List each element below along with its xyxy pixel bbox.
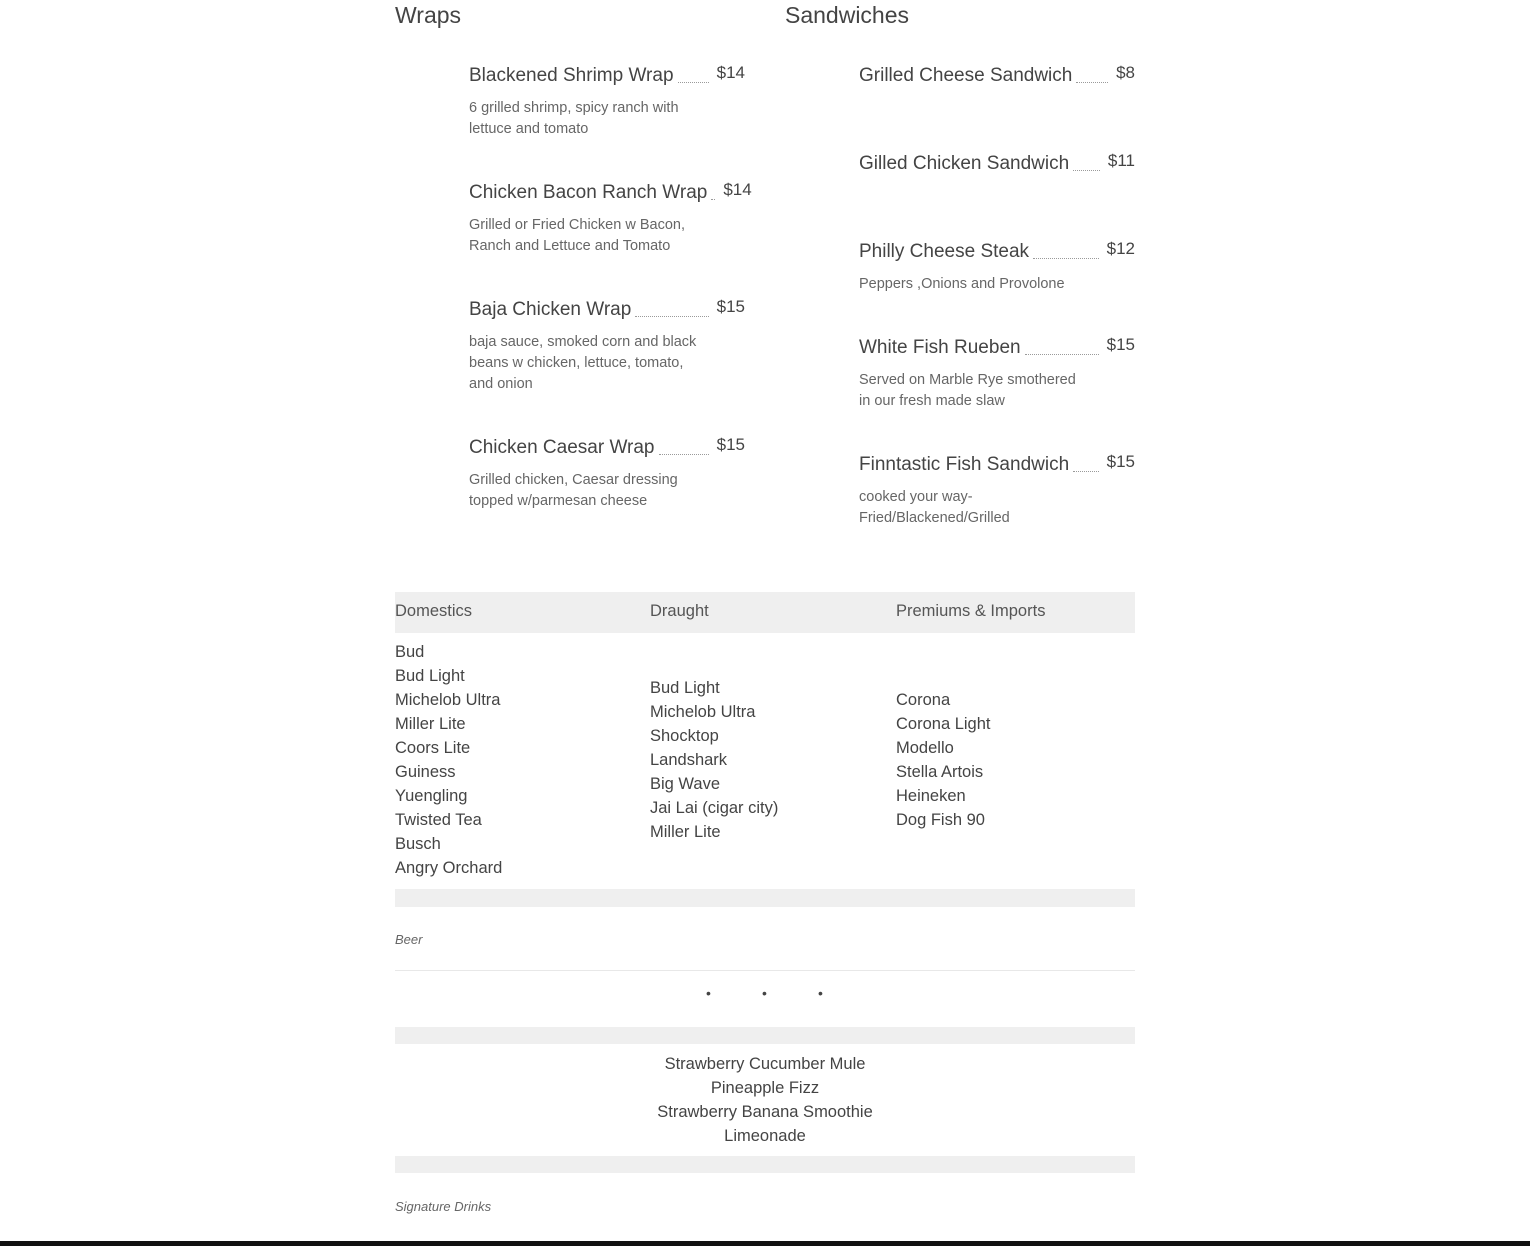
leader-dots	[659, 434, 709, 455]
list-item: Strawberry Cucumber Mule	[664, 1055, 866, 1073]
divider	[395, 970, 1135, 971]
item-name: Baja Chicken Wrap	[469, 299, 632, 320]
list-item: Bud Light	[395, 667, 465, 685]
item-description: baja sauce, smoked corn and black beans w chicken, lettuce, tomato, and onion	[469, 334, 697, 392]
list-item: Michelob Ultra	[650, 703, 756, 721]
signature-caption: Signature Drinks	[395, 1199, 492, 1214]
menu-item	[859, 238, 1135, 295]
item-name: Gilled Chicken Sandwich	[859, 153, 1070, 174]
draught-list	[650, 676, 778, 844]
beer-table-header	[395, 592, 1135, 633]
list-item: Yuengling	[395, 787, 468, 805]
leader-dots	[711, 179, 715, 200]
leader-dots	[1033, 238, 1099, 259]
list-item: Pineapple Fizz	[710, 1079, 820, 1097]
item-name: Chicken Bacon Ranch Wrap	[469, 182, 708, 203]
item-name: Blackened Shrimp Wrap	[469, 65, 674, 86]
signature-drinks-list	[395, 1052, 1135, 1148]
list-item: Guiness	[395, 763, 456, 781]
list-item: Coors Lite	[395, 739, 471, 757]
item-name: White Fish Rueben	[859, 337, 1021, 358]
sandwiches-title: Sandwiches	[785, 2, 910, 28]
item-description: Served on Marble Rye smothered in our fresh made slaw	[859, 372, 1076, 409]
separator-dot: •	[706, 985, 711, 1001]
menu-item	[469, 296, 745, 395]
draught-header: Draught	[650, 602, 709, 620]
list-item: Strawberry Banana Smoothie	[657, 1103, 873, 1121]
list-item: Dog Fish 90	[896, 811, 985, 829]
table-footer-bar	[395, 889, 1135, 907]
item-price: $15	[716, 297, 745, 316]
item-price: $8	[1116, 63, 1135, 82]
item-name: Philly Cheese Steak	[859, 241, 1030, 262]
list-item: Bud Light	[650, 679, 720, 697]
item-price: $15	[1106, 452, 1135, 471]
list-item: Corona Light	[896, 715, 991, 733]
separator-dot: •	[818, 985, 823, 1001]
signature-header-bar	[395, 1027, 1135, 1044]
domestics-list	[395, 640, 502, 880]
menu-item	[469, 179, 752, 257]
list-item: Limeonade	[724, 1127, 806, 1145]
item-name: Chicken Caesar Wrap	[469, 437, 655, 458]
menu-item	[859, 62, 1135, 88]
item-name: Finntastic Fish Sandwich	[859, 454, 1070, 475]
beer-caption: Beer	[395, 932, 423, 947]
item-price: $14	[723, 180, 752, 199]
item-name: Grilled Cheese Sandwich	[859, 65, 1073, 86]
menu-item	[859, 334, 1135, 412]
item-description: Peppers ,Onions and Provolone	[859, 276, 1065, 292]
list-item: Heineken	[896, 787, 966, 805]
list-item: Corona	[896, 691, 951, 709]
list-item: Jai Lai (cigar city)	[650, 799, 779, 817]
leader-dots	[1076, 62, 1108, 83]
premiums-header: Premiums & Imports	[896, 602, 1046, 620]
list-item: Twisted Tea	[395, 811, 482, 829]
list-item: Modello	[896, 739, 954, 757]
item-description: 6 grilled shrimp, spicy ranch with lettuce and tomato	[469, 100, 679, 137]
item-price: $11	[1107, 151, 1135, 170]
list-item: Busch	[395, 835, 441, 853]
menu-item	[859, 451, 1135, 529]
list-item: Michelob Ultra	[395, 691, 501, 709]
beer-table	[395, 592, 1135, 633]
item-price: $12	[1106, 239, 1135, 258]
list-item: Bud	[395, 643, 425, 661]
menu-item	[859, 150, 1135, 176]
bottom-border	[0, 1241, 1530, 1246]
list-item: Shocktop	[650, 727, 719, 745]
menu-item	[469, 434, 745, 512]
list-item: Angry Orchard	[395, 859, 503, 877]
wraps-title: Wraps	[395, 2, 462, 28]
leader-dots	[635, 296, 708, 317]
item-price: $15	[716, 435, 745, 454]
list-item: Big Wave	[650, 775, 720, 793]
separator-dot: •	[762, 985, 767, 1001]
signature-footer-bar	[395, 1156, 1135, 1173]
premiums-list	[896, 688, 990, 832]
domestics-header: Domestics	[395, 602, 473, 620]
item-description: cooked your way- Fried/Blackened/Grilled	[859, 489, 1010, 526]
leader-dots	[1073, 451, 1098, 472]
leader-dots	[1073, 150, 1100, 171]
item-price: $15	[1106, 335, 1135, 354]
item-description: Grilled chicken, Caesar dressing topped w/parmesan cheese	[469, 472, 678, 509]
item-description: Grilled or Fried Chicken w Bacon, Ranch and Lettuce and Tomato	[469, 217, 685, 254]
leader-dots	[678, 62, 709, 83]
list-item: Miller Lite	[395, 715, 466, 733]
menu-item	[469, 62, 745, 140]
list-item: Landshark	[650, 751, 728, 769]
leader-dots	[1025, 334, 1099, 355]
list-item: Stella Artois	[896, 763, 984, 781]
item-price: $14	[716, 63, 745, 82]
list-item: Miller Lite	[650, 823, 721, 841]
